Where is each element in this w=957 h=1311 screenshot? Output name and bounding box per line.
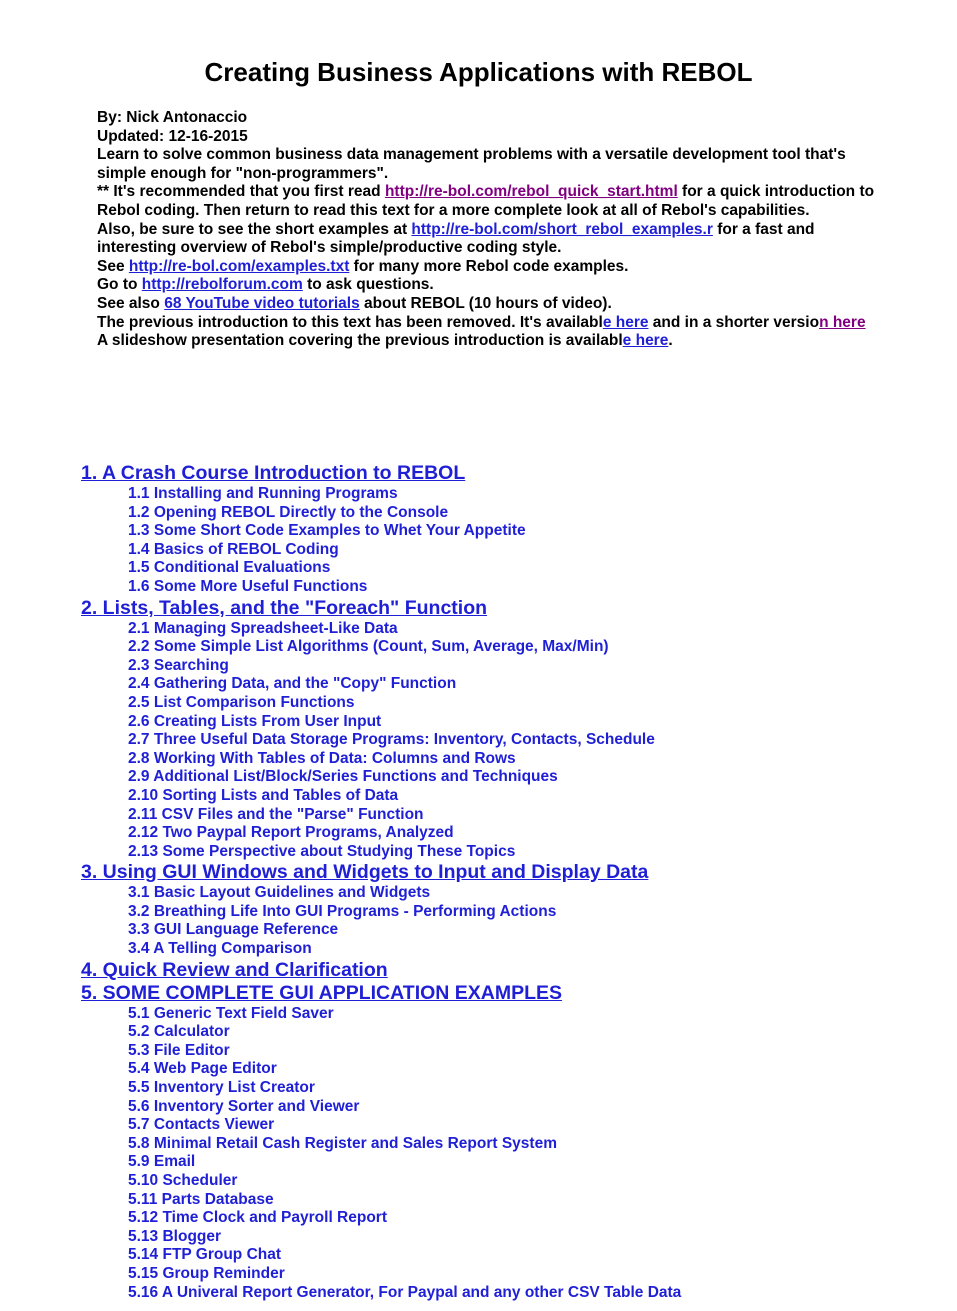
toc-item-link[interactable]: 2.8 Working With Tables of Data: Columns and Rows xyxy=(128,749,516,767)
toc-item-link[interactable]: 5.13 Blogger xyxy=(128,1227,222,1245)
toc-item-link[interactable]: 5.1 Generic Text Field Saver xyxy=(128,1004,334,1022)
toc-item-link[interactable]: 2.11 CSV Files and the "Parse" Function xyxy=(128,805,424,823)
toc-item-link[interactable]: 3.3 GUI Language Reference xyxy=(128,921,339,939)
toc-subsection-list xyxy=(81,1005,941,1303)
toc-item xyxy=(128,1042,941,1061)
toc-item xyxy=(128,731,941,750)
toc-item-link[interactable]: 2.4 Gathering Data, and the "Copy" Function xyxy=(128,675,457,693)
see-text-post: for many more Rebol code examples. xyxy=(349,257,629,275)
examples-paragraph xyxy=(97,258,877,277)
toc-item-link[interactable]: 2.10 Sorting Lists and Tables of Data xyxy=(128,786,399,804)
toc-item xyxy=(128,1172,941,1191)
description-text: Learn to solve common business data management problems with a versatile development tool that's simple enough for "non-programmers". xyxy=(97,146,846,182)
toc-item-link[interactable]: 5.16 A Univeral Report Generator, For Paypal and any other CSV Table Data xyxy=(128,1283,682,1301)
toc-section xyxy=(81,861,941,958)
previous-intro-link[interactable]: e here xyxy=(602,313,649,331)
toc-item-link[interactable]: 5.2 Calculator xyxy=(128,1023,230,1041)
toc-item xyxy=(128,522,941,541)
toc-item xyxy=(128,485,941,504)
toc-item xyxy=(128,1135,941,1154)
goto-text-post: to ask questions. xyxy=(302,276,434,294)
recommend-text-post: for a quick introduction to Rebol coding. Then return to read this text for a more complete look at all of Rebol's capabilities. xyxy=(97,183,875,219)
videos-text-post: about REBOL (10 hours of video). xyxy=(359,294,612,312)
toc-item xyxy=(128,504,941,523)
intro-section xyxy=(97,109,877,351)
videos-text-pre: See also xyxy=(97,294,165,312)
toc-item xyxy=(128,1228,941,1247)
toc-item-link[interactable]: 2.2 Some Simple List Algorithms (Count, Sum, Average, Max/Min) xyxy=(128,638,609,656)
also-text-pre: Also, be sure to see the short examples at xyxy=(97,220,412,238)
toc-item xyxy=(128,750,941,769)
toc-item-link[interactable]: 2.12 Two Paypal Report Programs, Analyzed xyxy=(128,824,454,842)
toc-item-link[interactable]: 5.3 File Editor xyxy=(128,1041,230,1059)
prev-text-mid: and in a shorter versio xyxy=(648,313,820,331)
slides-text-post: . xyxy=(668,332,673,350)
toc-item-link[interactable]: 1.4 Basics of REBOL Coding xyxy=(128,540,339,558)
toc-item-link[interactable]: 1.1 Installing and Running Programs xyxy=(128,485,398,502)
toc-item-link[interactable]: 5.8 Minimal Retail Cash Register and Sales Report System xyxy=(128,1134,557,1152)
toc-item xyxy=(128,1060,941,1079)
toc-item xyxy=(128,1191,941,1210)
youtube-videos-link[interactable]: 68 YouTube video tutorials xyxy=(164,294,360,312)
toc-item xyxy=(128,1098,941,1117)
toc-item-link[interactable]: 3.4 A Telling Comparison xyxy=(128,940,312,958)
toc-item-link[interactable]: 5.12 Time Clock and Payroll Report xyxy=(128,1209,387,1227)
toc-section-heading[interactable]: 2. Lists, Tables, and the "Foreach" Function xyxy=(81,596,488,619)
toc-item-link[interactable]: 2.1 Managing Spreadsheet-Like Data xyxy=(128,619,398,637)
recommend-text-pre: ** It's recommended that you first read xyxy=(97,183,385,201)
toc-item xyxy=(128,1005,941,1024)
forum-paragraph xyxy=(97,276,877,295)
toc-item xyxy=(128,657,941,676)
toc-item xyxy=(128,824,941,843)
table-of-contents xyxy=(81,462,941,1302)
toc-item xyxy=(128,1153,941,1172)
toc-item xyxy=(128,578,941,597)
toc-item-link[interactable]: 5.11 Parts Database xyxy=(128,1190,274,1208)
toc-item xyxy=(128,787,941,806)
videos-paragraph xyxy=(97,295,877,314)
also-text-post: for a fast and interesting overview of Rebol's simple/productive coding style. xyxy=(97,220,815,257)
toc-subsection-list xyxy=(81,620,941,862)
toc-item-link[interactable]: 3.1 Basic Layout Guidelines and Widgets xyxy=(128,884,431,902)
toc-item xyxy=(128,638,941,657)
toc-section xyxy=(81,462,941,597)
toc-item-link[interactable]: 1.2 Opening REBOL Directly to the Console xyxy=(128,503,449,521)
recommend-paragraph xyxy=(97,183,877,220)
toc-item xyxy=(128,921,941,940)
prev-text-pre: The previous introduction to this text has been removed. It's availabl xyxy=(97,313,603,331)
toc-item xyxy=(128,1265,941,1284)
toc-item xyxy=(128,559,941,578)
toc-item-link[interactable]: 2.7 Three Useful Data Storage Programs: Inventory, Contacts, Schedule xyxy=(128,731,655,749)
toc-item-link[interactable]: 5.5 Inventory List Creator xyxy=(128,1079,315,1097)
toc-item xyxy=(128,1284,941,1303)
toc-item-link[interactable]: 5.6 Inventory Sorter and Viewer xyxy=(128,1097,360,1115)
toc-item xyxy=(128,1116,941,1135)
toc-item xyxy=(128,1023,941,1042)
slideshow-paragraph xyxy=(97,332,877,351)
short-examples-paragraph xyxy=(97,221,877,258)
toc-item xyxy=(128,843,941,862)
toc-section-heading[interactable]: 4. Quick Review and Clarification xyxy=(81,958,388,981)
toc-section xyxy=(81,597,941,862)
toc-section xyxy=(81,982,941,1303)
toc-section-heading[interactable]: 1. A Crash Course Introduction to REBOL xyxy=(81,462,466,484)
toc-section-heading[interactable]: 5. SOME COMPLETE GUI APPLICATION EXAMPLES xyxy=(81,981,563,1004)
toc-item xyxy=(128,694,941,713)
updated-line: Updated: 12-16-2015 xyxy=(97,127,248,145)
slideshow-link[interactable]: e here xyxy=(622,332,669,350)
toc-item-link[interactable]: 3.2 Breathing Life Into GUI Programs - Performing Actions xyxy=(128,902,557,920)
toc-item xyxy=(128,903,941,922)
toc-item xyxy=(128,884,941,903)
toc-item xyxy=(128,1209,941,1228)
previous-intro-paragraph xyxy=(97,314,877,333)
toc-item-link[interactable]: 5.10 Scheduler xyxy=(128,1172,238,1189)
toc-item-link[interactable]: 2.6 Creating Lists From User Input xyxy=(128,712,382,730)
toc-item-link[interactable]: 5.9 Email xyxy=(128,1153,196,1171)
slides-text-pre: A slideshow presentation covering the previous introduction is availabl xyxy=(97,332,623,350)
toc-item-link[interactable]: 2.9 Additional List/Block/Series Functions and Techniques xyxy=(128,768,558,786)
see-text-pre: See xyxy=(97,257,129,275)
author-line: By: Nick Antonaccio xyxy=(97,109,248,126)
toc-item xyxy=(128,940,941,959)
toc-item xyxy=(128,675,941,694)
toc-item xyxy=(128,1079,941,1098)
goto-text-pre: Go to xyxy=(97,276,142,294)
toc-item xyxy=(128,541,941,560)
toc-item-link[interactable]: 2.13 Some Perspective about Studying These Topics xyxy=(128,842,516,860)
toc-item-link[interactable]: 5.14 FTP Group Chat xyxy=(128,1246,282,1264)
toc-section xyxy=(81,959,941,982)
forum-link[interactable]: http://rebolforum.com xyxy=(141,276,303,294)
short-examples-link[interactable]: http://re-bol.com/short_rebol_examples.r xyxy=(411,220,713,238)
toc-item-link[interactable]: 2.5 List Comparison Functions xyxy=(128,693,355,711)
toc-item xyxy=(128,713,941,732)
shorter-version-link[interactable]: n here xyxy=(819,313,866,331)
toc-item-link[interactable]: 1.3 Some Short Code Examples to Whet Your Appetite xyxy=(128,522,526,540)
toc-item-link[interactable]: 2.3 Searching xyxy=(128,656,229,674)
toc-item xyxy=(128,1246,941,1265)
toc-section-heading[interactable]: 3. Using GUI Windows and Widgets to Input and Display Data xyxy=(81,861,649,884)
toc-item-link[interactable]: 1.5 Conditional Evaluations xyxy=(128,559,331,577)
toc-subsection-list xyxy=(81,884,941,958)
page-title: Creating Business Applications with REBOL xyxy=(204,57,753,87)
quick-start-link[interactable]: http://re-bol.com/rebol_quick_start.html xyxy=(384,183,678,201)
toc-item-link[interactable]: 5.4 Web Page Editor xyxy=(128,1060,277,1078)
toc-item-link[interactable]: 5.7 Contacts Viewer xyxy=(128,1116,275,1134)
examples-link[interactable]: http://re-bol.com/examples.txt xyxy=(128,257,350,275)
toc-item xyxy=(128,806,941,825)
toc-item-link[interactable]: 5.15 Group Reminder xyxy=(128,1264,285,1282)
toc-item xyxy=(128,768,941,787)
toc-item xyxy=(128,620,941,639)
toc-item-link[interactable]: 1.6 Some More Useful Functions xyxy=(128,577,368,595)
toc-subsection-list xyxy=(81,485,941,597)
